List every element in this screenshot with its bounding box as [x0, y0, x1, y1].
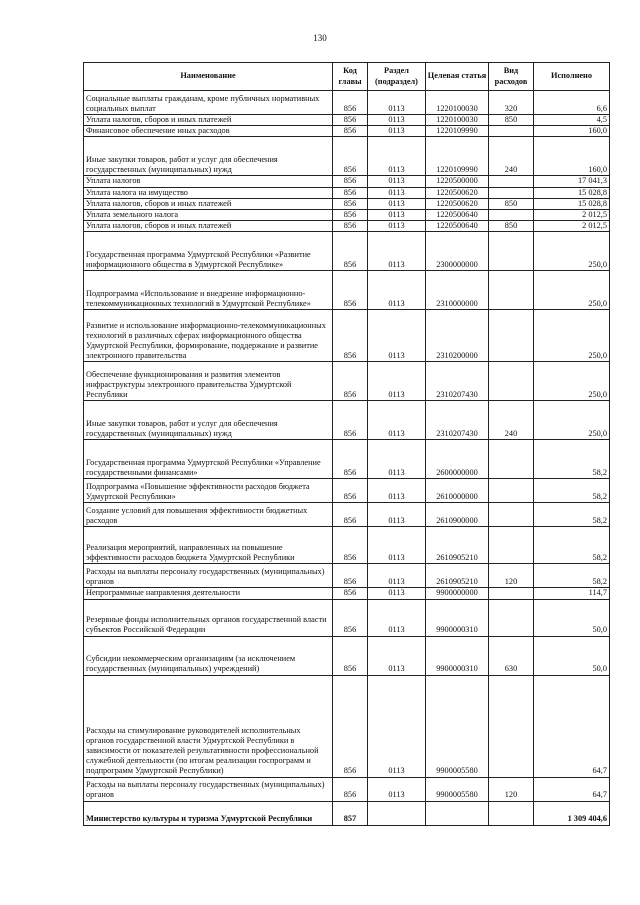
row-target-cell: 2610905210 — [426, 527, 489, 564]
row-amount-cell: 58,2 — [534, 527, 610, 564]
row-target-cell: 9900000000 — [426, 588, 489, 599]
row-amount-cell: 1 309 404,6 — [534, 801, 610, 825]
row-name-cell: Расходы на стимулирование руководителей исполнительных органов государственной власти Удмуртской Республики в зависимости от показателей результативности профессиональной служебной деятельности (по итогам реализации госпрограмм и подпрограмм Удмуртской Республики) — [84, 675, 333, 777]
row-target-cell: 1220100030 — [426, 115, 489, 126]
row-type-cell — [489, 271, 534, 310]
row-name-cell: Уплата налогов — [84, 176, 333, 187]
table-row — [84, 801, 610, 825]
row-target-cell: 9900005580 — [426, 675, 489, 777]
row-code-cell: 856 — [333, 777, 368, 801]
table-row — [84, 503, 610, 527]
row-amount-cell: 50,0 — [534, 636, 610, 675]
row-name-cell: Социальные выплаты гражданам, кроме публичных нормативных социальных выплат — [84, 91, 333, 115]
header-name: Наименование — [84, 63, 333, 91]
row-target-cell: 2310207430 — [426, 401, 489, 440]
row-target-cell: 1220109990 — [426, 137, 489, 176]
row-amount-cell: 6,6 — [534, 91, 610, 115]
row-code-cell: 856 — [333, 503, 368, 527]
table-row — [84, 137, 610, 176]
row-type-cell: 120 — [489, 564, 534, 588]
row-section-cell: 0113 — [368, 599, 426, 636]
row-amount-cell: 250,0 — [534, 271, 610, 310]
row-amount-cell: 58,2 — [534, 479, 610, 503]
row-type-cell — [489, 310, 534, 362]
row-section-cell: 0113 — [368, 588, 426, 599]
row-target-cell: 1220109990 — [426, 126, 489, 137]
table-row — [84, 777, 610, 801]
row-code-cell: 856 — [333, 91, 368, 115]
row-section-cell: 0113 — [368, 232, 426, 271]
table-row — [84, 564, 610, 588]
row-code-cell: 856 — [333, 232, 368, 271]
row-target-cell: 9900000310 — [426, 599, 489, 636]
row-type-cell — [489, 210, 534, 221]
row-name-cell: Государственная программа Удмуртской Республики «Развитие информационного общества в Удмуртской Республике» — [84, 232, 333, 271]
row-code-cell: 856 — [333, 675, 368, 777]
row-section-cell: 0113 — [368, 479, 426, 503]
row-name-cell: Уплата налогов, сборов и иных платежей — [84, 115, 333, 126]
row-section-cell: 0113 — [368, 271, 426, 310]
row-type-cell — [489, 801, 534, 825]
row-section-cell — [368, 801, 426, 825]
row-type-cell — [489, 187, 534, 198]
row-type-cell: 240 — [489, 401, 534, 440]
row-type-cell — [489, 232, 534, 271]
row-amount-cell: 58,2 — [534, 440, 610, 479]
row-section-cell: 0113 — [368, 636, 426, 675]
table-row — [84, 440, 610, 479]
row-section-cell: 0113 — [368, 675, 426, 777]
table-row — [84, 115, 610, 126]
row-name-cell: Создание условий для повышения эффективности бюджетных расходов — [84, 503, 333, 527]
row-name-cell: Финансовое обеспечение иных расходов — [84, 126, 333, 137]
row-name-cell: Обеспечение функционирования и развития элементов инфраструктуры электронного правительства Удмуртской Республики — [84, 362, 333, 401]
table-row — [84, 210, 610, 221]
row-amount-cell: 58,2 — [534, 564, 610, 588]
row-target-cell: 2610900000 — [426, 503, 489, 527]
row-name-cell: Министерство культуры и туризма Удмуртской Республики — [84, 801, 333, 825]
row-name-cell: Уплата налогов, сборов и иных платежей — [84, 198, 333, 209]
row-amount-cell: 250,0 — [534, 362, 610, 401]
header-target: Целевая статья — [426, 63, 489, 91]
row-section-cell: 0113 — [368, 503, 426, 527]
row-target-cell: 2310000000 — [426, 271, 489, 310]
row-section-cell: 0113 — [368, 777, 426, 801]
row-amount-cell: 50,0 — [534, 599, 610, 636]
row-code-cell: 856 — [333, 115, 368, 126]
row-type-cell: 120 — [489, 777, 534, 801]
row-amount-cell: 160,0 — [534, 126, 610, 137]
row-target-cell: 1220100030 — [426, 91, 489, 115]
row-target-cell: 1220500640 — [426, 210, 489, 221]
row-name-cell: Уплата земельного налога — [84, 210, 333, 221]
table-row — [84, 479, 610, 503]
row-name-cell: Резервные фонды исполнительных органов государственной власти субъектов Российской Федерации — [84, 599, 333, 636]
row-section-cell: 0113 — [368, 221, 426, 232]
row-code-cell: 856 — [333, 221, 368, 232]
row-target-cell: 2300000000 — [426, 232, 489, 271]
row-type-cell — [489, 588, 534, 599]
table-row — [84, 362, 610, 401]
row-amount-cell: 4,5 — [534, 115, 610, 126]
row-amount-cell: 17 041,3 — [534, 176, 610, 187]
row-section-cell: 0113 — [368, 564, 426, 588]
row-name-cell: Реализация мероприятий, направленных на повышение эффективности расходов бюджета Удмуртской Республики — [84, 527, 333, 564]
row-type-cell — [489, 362, 534, 401]
row-target-cell: 2610905210 — [426, 564, 489, 588]
row-target-cell: 9900000310 — [426, 636, 489, 675]
row-target-cell: 1220500640 — [426, 221, 489, 232]
row-name-cell: Развитие и использование информационно-телекоммуникационных технологий в различных сферах информационного общества Удмуртской Республики, формирование, поддержание и развитие электронного правительства — [84, 310, 333, 362]
row-code-cell: 856 — [333, 588, 368, 599]
row-code-cell: 856 — [333, 564, 368, 588]
row-type-cell: 850 — [489, 198, 534, 209]
row-target-cell: 9900005580 — [426, 777, 489, 801]
row-type-cell: 320 — [489, 91, 534, 115]
row-section-cell: 0113 — [368, 126, 426, 137]
row-code-cell: 856 — [333, 198, 368, 209]
row-code-cell: 856 — [333, 479, 368, 503]
table-row — [84, 176, 610, 187]
row-target-cell: 1220500000 — [426, 176, 489, 187]
table-row — [84, 271, 610, 310]
row-amount-cell: 114,7 — [534, 588, 610, 599]
row-code-cell: 856 — [333, 599, 368, 636]
row-section-cell: 0113 — [368, 198, 426, 209]
table-row — [84, 198, 610, 209]
table-row — [84, 675, 610, 777]
row-section-cell: 0113 — [368, 137, 426, 176]
row-type-cell — [489, 440, 534, 479]
header-row — [84, 63, 610, 91]
row-amount-cell: 15 028,8 — [534, 187, 610, 198]
row-code-cell: 856 — [333, 362, 368, 401]
row-code-cell: 857 — [333, 801, 368, 825]
row-name-cell: Иные закупки товаров, работ и услуг для обеспечения государственных (муниципальных) нужд — [84, 401, 333, 440]
table-row — [84, 588, 610, 599]
table-row — [84, 599, 610, 636]
row-name-cell: Расходы на выплаты персоналу государственных (муниципальных) органов — [84, 564, 333, 588]
table-row — [84, 527, 610, 564]
row-name-cell: Подпрограмма «Использование и внедрение информационно-телекоммуникационных технологий в Удмуртской Республике» — [84, 271, 333, 310]
row-target-cell: 1220500620 — [426, 187, 489, 198]
row-type-cell — [489, 176, 534, 187]
row-amount-cell: 160,0 — [534, 137, 610, 176]
row-section-cell: 0113 — [368, 115, 426, 126]
row-section-cell: 0113 — [368, 210, 426, 221]
row-target-cell: 2610000000 — [426, 479, 489, 503]
row-section-cell: 0113 — [368, 187, 426, 198]
row-name-cell: Субсидии некоммерческим организациям (за исключением государственных (муниципальных) учреждений) — [84, 636, 333, 675]
table-row — [84, 232, 610, 271]
row-target-cell: 2600000000 — [426, 440, 489, 479]
row-target-cell: 1220500620 — [426, 198, 489, 209]
row-amount-cell: 2 012,5 — [534, 221, 610, 232]
row-amount-cell: 250,0 — [534, 310, 610, 362]
row-code-cell: 856 — [333, 271, 368, 310]
row-code-cell: 856 — [333, 137, 368, 176]
row-code-cell: 856 — [333, 210, 368, 221]
row-name-cell: Государственная программа Удмуртской Республики «Управление государственными финансами» — [84, 440, 333, 479]
row-name-cell: Подпрограмма «Повышение эффективности расходов бюджета Удмуртской Республики» — [84, 479, 333, 503]
row-type-cell: 630 — [489, 636, 534, 675]
page-number: 130 — [313, 33, 327, 43]
row-type-cell: 240 — [489, 137, 534, 176]
row-section-cell: 0113 — [368, 401, 426, 440]
row-name-cell: Расходы на выплаты персоналу государственных (муниципальных) органов — [84, 777, 333, 801]
row-type-cell — [489, 675, 534, 777]
row-code-cell: 856 — [333, 187, 368, 198]
row-amount-cell: 64,7 — [534, 777, 610, 801]
row-name-cell: Непрограммные направления деятельности — [84, 588, 333, 599]
row-code-cell: 856 — [333, 310, 368, 362]
header-section: Раздел (подраздел) — [368, 63, 426, 91]
row-type-cell — [489, 527, 534, 564]
budget-table — [83, 62, 610, 826]
row-type-cell: 850 — [489, 115, 534, 126]
table-row — [84, 91, 610, 115]
row-name-cell: Иные закупки товаров, работ и услуг для обеспечения государственных (муниципальных) нужд — [84, 137, 333, 176]
table-row — [84, 126, 610, 137]
row-type-cell — [489, 126, 534, 137]
row-section-cell: 0113 — [368, 91, 426, 115]
row-amount-cell: 64,7 — [534, 675, 610, 777]
row-section-cell: 0113 — [368, 362, 426, 401]
row-name-cell: Уплата налога на имущество — [84, 187, 333, 198]
row-target-cell — [426, 801, 489, 825]
row-amount-cell: 250,0 — [534, 232, 610, 271]
row-code-cell: 856 — [333, 401, 368, 440]
row-code-cell: 856 — [333, 126, 368, 137]
row-amount-cell: 15 028,8 — [534, 198, 610, 209]
row-name-cell: Уплата налогов, сборов и иных платежей — [84, 221, 333, 232]
header-code: Код главы — [333, 63, 368, 91]
table-row — [84, 187, 610, 198]
row-section-cell: 0113 — [368, 527, 426, 564]
row-code-cell: 856 — [333, 176, 368, 187]
row-amount-cell: 2 012,5 — [534, 210, 610, 221]
header-executed: Исполнено — [534, 63, 610, 91]
row-amount-cell: 250,0 — [534, 401, 610, 440]
header-type: Вид расходов — [489, 63, 534, 91]
row-amount-cell: 58,2 — [534, 503, 610, 527]
table-row — [84, 310, 610, 362]
row-type-cell: 850 — [489, 221, 534, 232]
row-code-cell: 856 — [333, 527, 368, 564]
row-section-cell: 0113 — [368, 440, 426, 479]
table-row — [84, 221, 610, 232]
row-section-cell: 0113 — [368, 176, 426, 187]
table-row — [84, 401, 610, 440]
row-target-cell: 2310200000 — [426, 310, 489, 362]
row-code-cell: 856 — [333, 440, 368, 479]
row-type-cell — [489, 599, 534, 636]
row-section-cell: 0113 — [368, 310, 426, 362]
table-row — [84, 636, 610, 675]
row-type-cell — [489, 479, 534, 503]
row-type-cell — [489, 503, 534, 527]
row-code-cell: 856 — [333, 636, 368, 675]
row-target-cell: 2310207430 — [426, 362, 489, 401]
